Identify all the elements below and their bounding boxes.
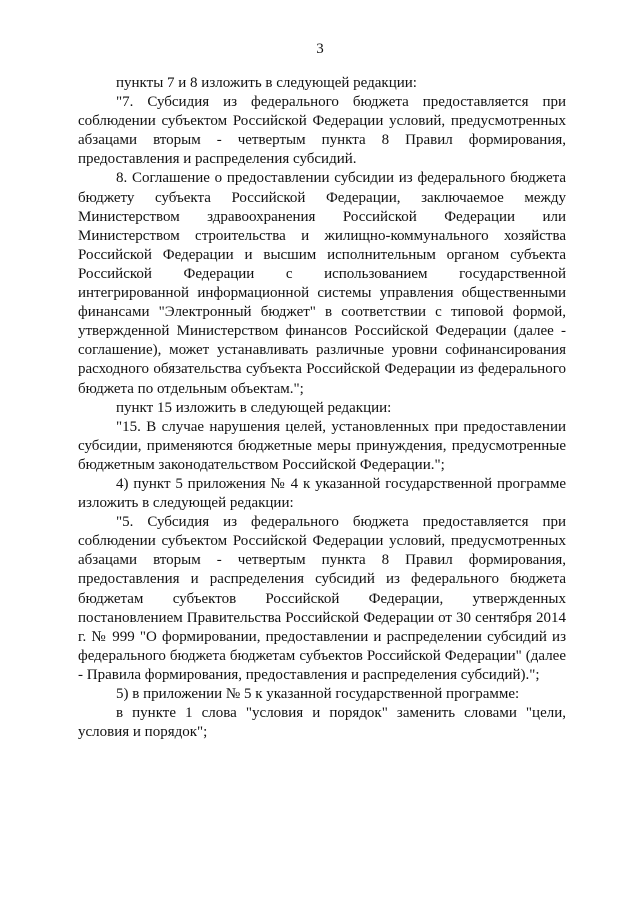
paragraph-2: "7. Субсидия из федерального бюджета предоставляется при соблюдении субъектом Российской Федерации условий, предусмотренных абзацами вторым - четвертым пункта 8 Правил формирования, предоставления и распределения субсидий. [78, 94, 566, 168]
paragraph-6: 4) пункт 5 приложения № 4 к указанной государственной программе изложить в следующей редакции: [78, 475, 566, 512]
paragraph-1: пункты 7 и 8 изложить в следующей редакции: [116, 75, 417, 91]
paragraph-4: пункт 15 изложить в следующей редакции: [116, 399, 392, 416]
page-number: 3 [316, 41, 324, 57]
paragraph-9: в пункте 1 слова "условия и порядок" заменить словами "цели, условия и порядок"; [78, 705, 566, 741]
paragraph-3: 8. Соглашение о предоставлении субсидии из федерального бюджета бюджету субъекта Российской Федерации, заключаемое между Министерством здравоохранения Российской Федерации или Министерством строительства и жилищно-коммунального хозяйства Российской Федерации и высшим исполнительным органом субъекта Российской Федерации с использованием государственной интегрированной информационной системы управления общественными финансами "Электронный бюджет" в соответствии с типовой формой, утвержденной Министерством финансов Российской Федерации (далее - соглашение), может устанавливать различные уровни софинансирования расходного обязательства субъекта Российской Федерации из федерального бюджета по отдельным объектам."; [78, 170, 566, 397]
paragraph-5: "15. В случае нарушения целей, установленных при предоставлении субсидии, применяются бюджетные меры принуждения, предусмотренные бюджетным законодательством Российской Федерации."; [78, 418, 566, 473]
paragraph-8: 5) в приложении № 5 к указанной государственной программе: [116, 686, 520, 702]
document-body [78, 74, 566, 742]
paragraph-7: "5. Субсидия из федерального бюджета предоставляется при соблюдении субъектом Российской Федерации условий, предусмотренных абзацами вторым - четвертым пункта 8 Правил формирования, предоставления и распределения субсидий из федерального бюджета бюджетам субъектов Российской Федерации, утвержденных постановлением Правительства Российской Федерации от 30 сентября 2014 г. № 999 "О формировании, предоставлении и распределении субсидий из федерального бюджета бюджетам субъектов Российской Федерации" (далее - Правила формирования, предоставления и распределения субсидий)."; [78, 514, 566, 683]
